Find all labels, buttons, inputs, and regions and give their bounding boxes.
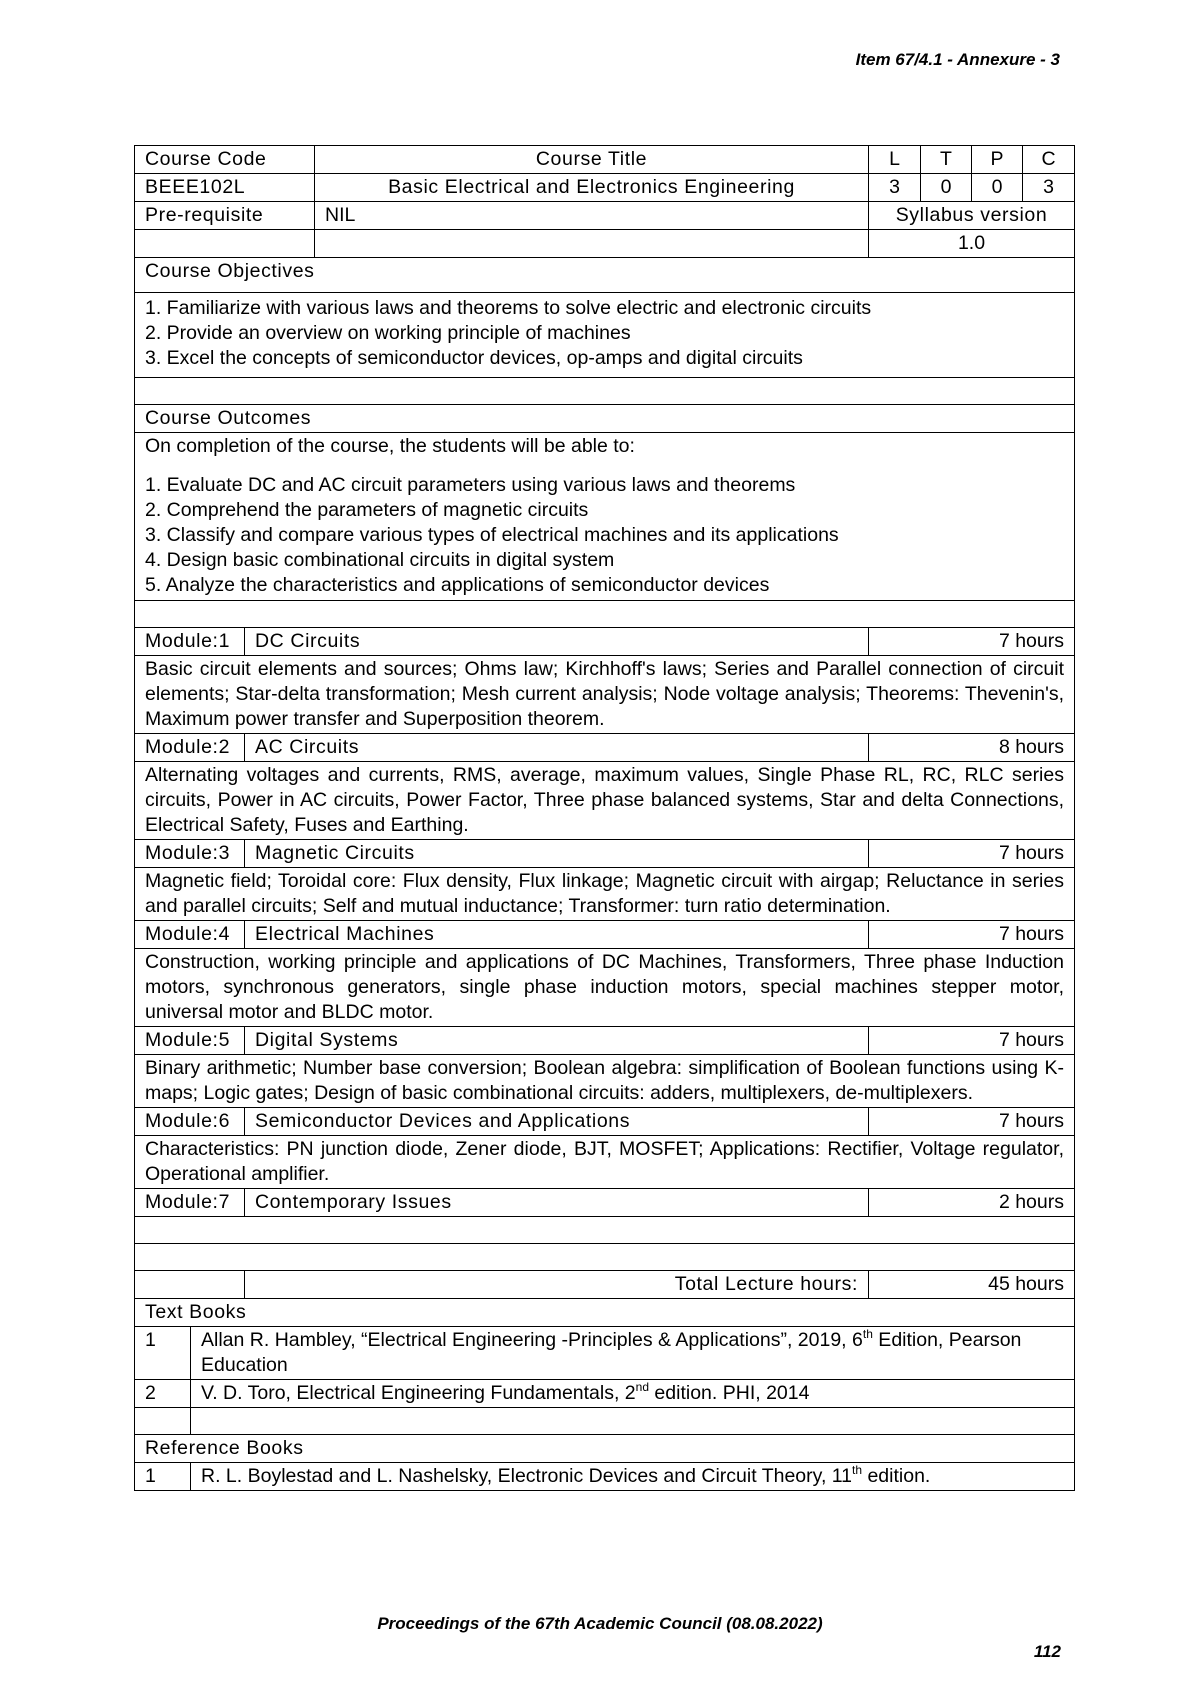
page-number: 112 xyxy=(1033,1642,1061,1661)
module-label: Module:7 xyxy=(135,1189,245,1217)
text-book-entry xyxy=(191,1327,1075,1380)
module-6-header xyxy=(135,1108,1075,1136)
outcomes-row xyxy=(135,433,1075,601)
blank-row xyxy=(135,1217,1075,1244)
outcome-item: 1. Evaluate DC and AC circuit parameters using various laws and theorems xyxy=(145,474,796,496)
blank-row xyxy=(135,601,1075,628)
text-books-label: Text Books xyxy=(135,1299,1075,1327)
module-5-content-row xyxy=(135,1055,1075,1108)
empty-cell xyxy=(135,1244,1075,1271)
module-5-header xyxy=(135,1027,1075,1055)
p-label: P xyxy=(972,146,1023,174)
objective-item: 2. Provide an overview on working principle of machines xyxy=(145,322,631,344)
module-title: Electrical Machines xyxy=(245,921,869,949)
total-label: Total Lecture hours: xyxy=(245,1271,869,1299)
empty-cell xyxy=(135,230,315,258)
module-content: Basic circuit elements and sources; Ohms law; Kirchhoff's laws; Series and Parallel connection of circuit elements; Star-delta transformation; Mesh current analysis; Node voltage analysis; Theorems: Thevenin's, Maximum power transfer and Superposition theorem. xyxy=(135,656,1075,734)
module-label: Module:4 xyxy=(135,921,245,949)
objectives-label: Course Objectives xyxy=(135,258,1075,293)
prereq-label: Pre-requisite xyxy=(135,202,315,230)
outcome-item: 4. Design basic combinational circuits in digital system xyxy=(145,549,615,571)
empty-cell xyxy=(135,1217,1075,1244)
annexure-header: Item 67/4.1 - Annexure - 3 xyxy=(855,50,1060,69)
module-hours: 7 hours xyxy=(869,1108,1075,1136)
outcomes-intro: On completion of the course, the students will be able to: xyxy=(145,435,635,457)
outcomes-label-row xyxy=(135,405,1075,433)
module-content: Binary arithmetic; Number base conversion; Boolean algebra: simplification of Boolean functions using K-maps; Logic gates; Design of basic combinational circuits: adders, multiplexers, de-multiplexers. xyxy=(135,1055,1075,1108)
p-value: 0 xyxy=(972,174,1023,202)
text-book-row xyxy=(135,1380,1075,1408)
module-6-content-row xyxy=(135,1136,1075,1189)
l-label: L xyxy=(869,146,921,174)
module-2-content-row xyxy=(135,762,1075,840)
text-books-label-row xyxy=(135,1299,1075,1327)
module-title: DC Circuits xyxy=(245,628,869,656)
module-3-content-row xyxy=(135,868,1075,921)
syllabus-version-label: Syllabus version xyxy=(869,202,1075,230)
course-title-label: Course Title xyxy=(315,146,869,174)
outcome-item: 2. Comprehend the parameters of magnetic circuits xyxy=(145,499,589,521)
empty-cell xyxy=(135,378,1075,405)
text-book-number: 2 xyxy=(135,1380,191,1408)
total-value: 45 hours xyxy=(869,1271,1075,1299)
proceedings-footer: Proceedings of the 67th Academic Council (08.08.2022) xyxy=(377,1614,823,1633)
module-1-content-row xyxy=(135,656,1075,734)
module-label: Module:3 xyxy=(135,840,245,868)
empty-cell xyxy=(315,230,869,258)
objective-item: 3. Excel the concepts of semiconductor devices, op-amps and digital circuits xyxy=(145,347,803,369)
outcome-item: 5. Analyze the characteristics and applications of semiconductor devices xyxy=(145,574,770,596)
module-title: Semiconductor Devices and Applications xyxy=(245,1108,869,1136)
module-4-header xyxy=(135,921,1075,949)
module-label: Module:6 xyxy=(135,1108,245,1136)
module-hours: 8 hours xyxy=(869,734,1075,762)
header-labels-row xyxy=(135,146,1075,174)
empty-cell xyxy=(135,601,1075,628)
module-7-header xyxy=(135,1189,1075,1217)
l-value: 3 xyxy=(869,174,921,202)
objective-item: 1. Familiarize with various laws and theorems to solve electric and electronic circuits xyxy=(145,297,872,319)
module-4-content-row xyxy=(135,949,1075,1027)
reference-book-number: 1 xyxy=(135,1463,191,1491)
module-1-header xyxy=(135,628,1075,656)
empty-cell xyxy=(135,1408,191,1435)
module-hours: 7 hours xyxy=(869,628,1075,656)
blank-row xyxy=(135,378,1075,405)
t-label: T xyxy=(921,146,972,174)
citation-text: R. L. Boylestad and L. Nashelsky, Electronic Devices and Circuit Theory, 11 xyxy=(201,1465,853,1487)
empty-cell xyxy=(135,1271,245,1299)
syllabus-version: 1.0 xyxy=(869,230,1075,258)
module-hours: 7 hours xyxy=(869,1027,1075,1055)
citation-text: Allan R. Hambley, “Electrical Engineering -Principles & Applications”, 2019, 6 xyxy=(201,1329,863,1351)
reference-books-label-row xyxy=(135,1435,1075,1463)
course-code-label: Course Code xyxy=(135,146,315,174)
syllabus-table xyxy=(134,145,1075,1491)
module-content: Alternating voltages and currents, RMS, average, maximum values, Single Phase RL, RC, RLC series circuits, Power in AC circuits, Power Factor, Three phase balanced systems, Star and delta Connections, Electrical Safety, Fuses and Earthing. xyxy=(135,762,1075,840)
reference-book-entry xyxy=(191,1463,1075,1491)
version-row xyxy=(135,230,1075,258)
ordinal-suffix: th xyxy=(862,1327,873,1341)
objectives-list xyxy=(135,293,1075,378)
t-value: 0 xyxy=(921,174,972,202)
module-hours: 7 hours xyxy=(869,921,1075,949)
course-code: BEEE102L xyxy=(135,174,315,202)
module-title: Magnetic Circuits xyxy=(245,840,869,868)
outcomes-list xyxy=(135,433,1075,601)
outcome-item: 3. Classify and compare various types of electrical machines and its applications xyxy=(145,524,839,546)
module-3-header xyxy=(135,840,1075,868)
module-2-header xyxy=(135,734,1075,762)
text-book-entry xyxy=(191,1380,1075,1408)
text-book-number: 1 xyxy=(135,1327,191,1380)
citation-text: edition. xyxy=(862,1465,931,1487)
blank-row xyxy=(135,1408,1075,1435)
module-label: Module:2 xyxy=(135,734,245,762)
text-book-row xyxy=(135,1327,1075,1380)
module-title: Contemporary Issues xyxy=(245,1189,869,1217)
ordinal-suffix: nd xyxy=(635,1380,650,1394)
citation-text: V. D. Toro, Electrical Engineering Fundamentals, 2 xyxy=(201,1382,636,1404)
reference-books-label: Reference Books xyxy=(135,1435,1075,1463)
citation-text: Edition, Pearson Education xyxy=(201,1329,1022,1376)
objectives-row xyxy=(135,293,1075,378)
c-label: C xyxy=(1023,146,1075,174)
course-row xyxy=(135,174,1075,202)
course-title: Basic Electrical and Electronics Engineering xyxy=(315,174,869,202)
module-hours: 2 hours xyxy=(869,1189,1075,1217)
module-label: Module:1 xyxy=(135,628,245,656)
reference-book-row xyxy=(135,1463,1075,1491)
objectives-label-row xyxy=(135,258,1075,293)
module-content: Characteristics: PN junction diode, Zener diode, BJT, MOSFET; Applications: Rectifier, Voltage regulator, Operational amplifier. xyxy=(135,1136,1075,1189)
module-content: Magnetic field; Toroidal core: Flux density, Flux linkage; Magnetic circuit with airgap; Reluctance in series and parallel circuits; Self and mutual inductance; Transformer: turn ratio determination. xyxy=(135,868,1075,921)
citation-text: edition. PHI, 2014 xyxy=(649,1382,810,1404)
module-title: Digital Systems xyxy=(245,1027,869,1055)
prereq-value: NIL xyxy=(315,202,869,230)
module-label: Module:5 xyxy=(135,1027,245,1055)
empty-cell xyxy=(191,1408,1075,1435)
blank-row xyxy=(135,1244,1075,1271)
total-row xyxy=(135,1271,1075,1299)
module-content: Construction, working principle and applications of DC Machines, Transformers, Three phase Induction motors, synchronous generators, single phase induction motors, special machines stepper motor, universal motor and BLDC motor. xyxy=(135,949,1075,1027)
prereq-row xyxy=(135,202,1075,230)
outcomes-label: Course Outcomes xyxy=(135,405,1075,433)
module-hours: 7 hours xyxy=(869,840,1075,868)
module-title: AC Circuits xyxy=(245,734,869,762)
c-value: 3 xyxy=(1023,174,1075,202)
ordinal-suffix: th xyxy=(852,1463,863,1477)
